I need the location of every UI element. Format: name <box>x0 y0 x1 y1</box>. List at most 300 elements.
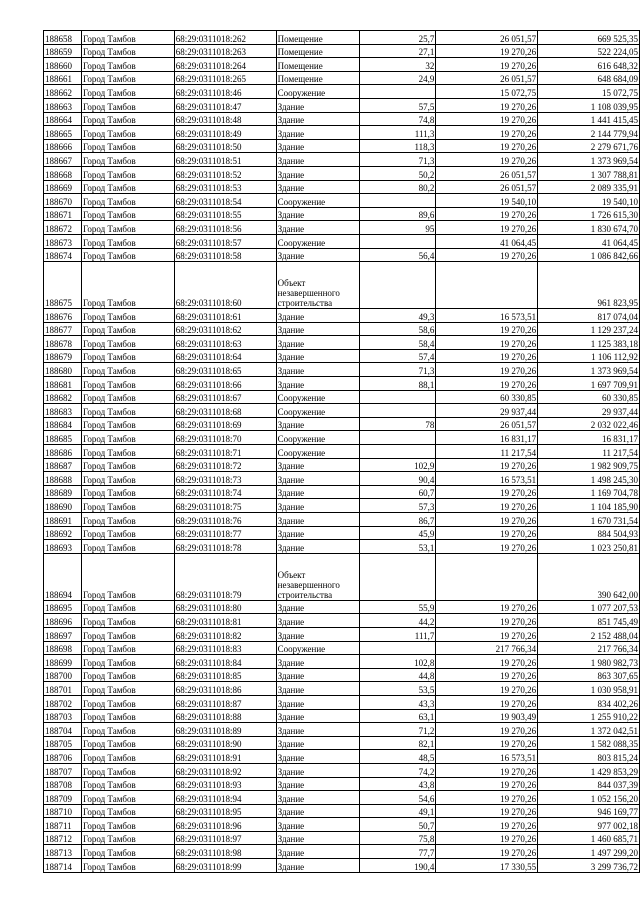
specific-value-cell: 19 270,26 <box>436 458 538 472</box>
specific-value-cell: 19 270,26 <box>436 831 538 845</box>
row-number-cell: 188673 <box>44 234 82 248</box>
table-row <box>44 485 640 499</box>
cadastral-number-cell: 68:29:0311018:262 <box>174 31 276 45</box>
municipality-cell: Город Тамбов <box>81 736 174 750</box>
table-row <box>44 709 640 723</box>
row-number-cell: 188665 <box>44 126 82 140</box>
specific-value-cell: 16 831,17 <box>436 431 538 445</box>
cadastral-value-cell: 1 670 731,54 <box>538 513 640 527</box>
object-type-cell: Здание <box>276 682 359 696</box>
row-number-cell: 188683 <box>44 404 82 418</box>
object-type-cell: Здание <box>276 777 359 791</box>
municipality-cell: Город Тамбов <box>81 390 174 404</box>
area-cell <box>359 390 436 404</box>
specific-value-cell: 19 270,26 <box>436 349 538 363</box>
row-number-cell: 188714 <box>44 859 82 873</box>
cadastral-number-cell: 68:29:0311018:79 <box>174 553 276 600</box>
area-cell: 88,1 <box>359 377 436 391</box>
object-type-cell: Здание <box>276 818 359 832</box>
row-number-cell: 188659 <box>44 44 82 58</box>
cadastral-value-cell: 15 072,75 <box>538 85 640 99</box>
cadastral-value-cell: 41 064,45 <box>538 234 640 248</box>
cadastral-number-cell: 68:29:0311018:92 <box>174 763 276 777</box>
municipality-cell: Город Тамбов <box>81 363 174 377</box>
table-row <box>44 750 640 764</box>
municipality-cell: Город Тамбов <box>81 404 174 418</box>
cadastral-value-cell: 1 980 982,73 <box>538 655 640 669</box>
cadastral-value-cell: 863 307,65 <box>538 668 640 682</box>
row-number-cell: 188694 <box>44 553 82 600</box>
area-cell: 49,3 <box>359 309 436 323</box>
table-row <box>44 85 640 99</box>
municipality-cell: Город Тамбов <box>81 791 174 805</box>
specific-value-cell: 19 270,26 <box>436 818 538 832</box>
cadastral-number-cell: 68:29:0311018:99 <box>174 859 276 873</box>
specific-value-cell: 19 270,26 <box>436 845 538 859</box>
specific-value-cell: 29 937,44 <box>436 404 538 418</box>
row-number-cell: 188660 <box>44 58 82 72</box>
row-number-cell: 188710 <box>44 804 82 818</box>
cadastral-value-cell: 1 125 383,18 <box>538 336 640 350</box>
specific-value-cell: 26 051,57 <box>436 180 538 194</box>
table-row <box>44 417 640 431</box>
row-number-cell: 188713 <box>44 845 82 859</box>
municipality-cell: Город Тамбов <box>81 153 174 167</box>
cadastral-value-cell: 1 982 909,75 <box>538 458 640 472</box>
municipality-cell: Город Тамбов <box>81 85 174 99</box>
area-cell: 77,7 <box>359 845 436 859</box>
row-number-cell: 188693 <box>44 540 82 554</box>
object-type-cell: Здание <box>276 139 359 153</box>
specific-value-cell: 19 270,26 <box>436 98 538 112</box>
row-number-cell: 188678 <box>44 336 82 350</box>
object-type-cell: Объект незавершенного строительства <box>276 262 359 309</box>
cadastral-number-cell: 68:29:0311018:67 <box>174 390 276 404</box>
cadastral-number-cell: 68:29:0311018:61 <box>174 309 276 323</box>
area-cell: 57,4 <box>359 349 436 363</box>
object-type-cell: Здание <box>276 804 359 818</box>
municipality-cell: Город Тамбов <box>81 682 174 696</box>
row-number-cell: 188704 <box>44 723 82 737</box>
table-row <box>44 526 640 540</box>
object-type-cell: Здание <box>276 763 359 777</box>
area-cell: 24,9 <box>359 71 436 85</box>
object-type-cell: Сооружение <box>276 404 359 418</box>
municipality-cell: Город Тамбов <box>81 98 174 112</box>
object-type-cell: Помещение <box>276 31 359 45</box>
object-type-cell: Здание <box>276 221 359 235</box>
object-type-cell: Здание <box>276 472 359 486</box>
cadastral-number-cell: 68:29:0311018:66 <box>174 377 276 391</box>
table-row <box>44 458 640 472</box>
row-number-cell: 188670 <box>44 194 82 208</box>
area-cell <box>359 431 436 445</box>
specific-value-cell: 19 903,49 <box>436 709 538 723</box>
cadastral-number-cell: 68:29:0311018:62 <box>174 322 276 336</box>
municipality-cell: Город Тамбов <box>81 723 174 737</box>
table-row <box>44 763 640 777</box>
specific-value-cell: 19 270,26 <box>436 221 538 235</box>
cadastral-number-cell: 68:29:0311018:82 <box>174 627 276 641</box>
table-row <box>44 695 640 709</box>
row-number-cell: 188712 <box>44 831 82 845</box>
municipality-cell: Город Тамбов <box>81 513 174 527</box>
row-number-cell: 188681 <box>44 377 82 391</box>
specific-value-cell: 19 270,26 <box>436 668 538 682</box>
cadastral-value-cell: 1 129 237,24 <box>538 322 640 336</box>
cadastral-value-cell: 2 279 671,76 <box>538 139 640 153</box>
object-type-cell: Здание <box>276 513 359 527</box>
municipality-cell: Город Тамбов <box>81 472 174 486</box>
specific-value-cell: 19 270,26 <box>436 804 538 818</box>
object-type-cell: Здание <box>276 600 359 614</box>
table-row <box>44 336 640 350</box>
table-row <box>44 831 640 845</box>
specific-value-cell: 19 270,26 <box>436 791 538 805</box>
cadastral-number-cell: 68:29:0311018:96 <box>174 818 276 832</box>
area-cell <box>359 404 436 418</box>
table-row <box>44 804 640 818</box>
table-row <box>44 262 640 309</box>
table-row <box>44 553 640 600</box>
object-type-cell: Сооружение <box>276 641 359 655</box>
cadastral-number-cell: 68:29:0311018:264 <box>174 58 276 72</box>
area-cell: 43,3 <box>359 695 436 709</box>
table-row <box>44 377 640 391</box>
cadastral-value-cell: 1 052 156,20 <box>538 791 640 805</box>
specific-value-cell: 19 270,26 <box>436 682 538 696</box>
row-number-cell: 188700 <box>44 668 82 682</box>
row-number-cell: 188671 <box>44 207 82 221</box>
cadastral-number-cell: 68:29:0311018:74 <box>174 485 276 499</box>
area-cell: 90,4 <box>359 472 436 486</box>
cadastral-value-cell: 60 330,85 <box>538 390 640 404</box>
cadastral-number-cell: 68:29:0311018:88 <box>174 709 276 723</box>
table-row <box>44 859 640 873</box>
row-number-cell: 188668 <box>44 166 82 180</box>
row-number-cell: 188685 <box>44 431 82 445</box>
cadastral-value-cell: 1 086 842,66 <box>538 248 640 262</box>
cadastral-value-cell: 1 441 415,45 <box>538 112 640 126</box>
municipality-cell: Город Тамбов <box>81 377 174 391</box>
object-type-cell: Здание <box>276 655 359 669</box>
object-type-cell: Здание <box>276 627 359 641</box>
row-number-cell: 188686 <box>44 445 82 459</box>
specific-value-cell: 19 270,26 <box>436 723 538 737</box>
object-type-cell: Здание <box>276 695 359 709</box>
municipality-cell: Город Тамбов <box>81 207 174 221</box>
table-row <box>44 58 640 72</box>
object-type-cell: Сооружение <box>276 431 359 445</box>
area-cell: 71,3 <box>359 153 436 167</box>
table-row <box>44 194 640 208</box>
cadastral-value-cell: 844 037,39 <box>538 777 640 791</box>
cadastral-value-cell: 1 497 299,20 <box>538 845 640 859</box>
cadastral-value-cell: 29 937,44 <box>538 404 640 418</box>
object-type-cell: Здание <box>276 499 359 513</box>
cadastral-number-cell: 68:29:0311018:65 <box>174 363 276 377</box>
specific-value-cell: 19 270,26 <box>436 736 538 750</box>
table-row <box>44 322 640 336</box>
area-cell: 89,6 <box>359 207 436 221</box>
cadastral-value-cell: 1 169 704,78 <box>538 485 640 499</box>
table-body <box>44 31 640 873</box>
table-row <box>44 112 640 126</box>
municipality-cell: Город Тамбов <box>81 499 174 513</box>
object-type-cell: Сооружение <box>276 445 359 459</box>
object-type-cell: Здание <box>276 207 359 221</box>
specific-value-cell: 41 064,45 <box>436 234 538 248</box>
cadastral-value-cell: 2 089 335,91 <box>538 180 640 194</box>
table-row <box>44 614 640 628</box>
cadastral-number-cell: 68:29:0311018:94 <box>174 791 276 805</box>
specific-value-cell: 19 270,26 <box>436 499 538 513</box>
cadastral-number-cell: 68:29:0311018:54 <box>174 194 276 208</box>
row-number-cell: 188684 <box>44 417 82 431</box>
municipality-cell: Город Тамбов <box>81 417 174 431</box>
area-cell: 54,6 <box>359 791 436 805</box>
area-cell: 71,2 <box>359 723 436 737</box>
cadastral-number-cell: 68:29:0311018:46 <box>174 85 276 99</box>
cadastral-value-cell: 1 023 250,81 <box>538 540 640 554</box>
table-row <box>44 234 640 248</box>
object-type-cell: Здание <box>276 736 359 750</box>
cadastral-number-cell: 68:29:0311018:49 <box>174 126 276 140</box>
specific-value-cell: 19 270,26 <box>436 139 538 153</box>
table-row <box>44 166 640 180</box>
specific-value-cell: 26 051,57 <box>436 31 538 45</box>
municipality-cell: Город Тамбов <box>81 126 174 140</box>
cadastral-value-cell: 2 032 022,46 <box>538 417 640 431</box>
table-row <box>44 431 640 445</box>
specific-value-cell: 26 051,57 <box>436 417 538 431</box>
cadastral-number-cell: 68:29:0311018:87 <box>174 695 276 709</box>
municipality-cell: Город Тамбов <box>81 234 174 248</box>
object-type-cell: Здание <box>276 126 359 140</box>
cadastral-value-cell: 2 144 779,94 <box>538 126 640 140</box>
object-type-cell: Здание <box>276 349 359 363</box>
object-type-cell: Здание <box>276 166 359 180</box>
row-number-cell: 188696 <box>44 614 82 628</box>
specific-value-cell: 60 330,85 <box>436 390 538 404</box>
cadastral-number-cell: 68:29:0311018:84 <box>174 655 276 669</box>
object-type-cell: Здание <box>276 363 359 377</box>
object-type-cell: Помещение <box>276 44 359 58</box>
cadastral-number-cell: 68:29:0311018:89 <box>174 723 276 737</box>
area-cell: 74,8 <box>359 112 436 126</box>
area-cell: 190,4 <box>359 859 436 873</box>
municipality-cell: Город Тамбов <box>81 445 174 459</box>
row-number-cell: 188662 <box>44 85 82 99</box>
municipality-cell: Город Тамбов <box>81 431 174 445</box>
municipality-cell: Город Тамбов <box>81 614 174 628</box>
object-type-cell: Здание <box>276 831 359 845</box>
area-cell: 32 <box>359 58 436 72</box>
municipality-cell: Город Тамбов <box>81 845 174 859</box>
row-number-cell: 188677 <box>44 322 82 336</box>
municipality-cell: Город Тамбов <box>81 31 174 45</box>
row-number-cell: 188707 <box>44 763 82 777</box>
row-number-cell: 188701 <box>44 682 82 696</box>
cadastral-number-cell: 68:29:0311018:78 <box>174 540 276 554</box>
cadastral-value-cell: 803 815,24 <box>538 750 640 764</box>
object-type-cell: Здание <box>276 859 359 873</box>
object-type-cell: Здание <box>276 377 359 391</box>
cadastral-value-cell: 1 106 112,92 <box>538 349 640 363</box>
object-type-cell: Здание <box>276 248 359 262</box>
cadastral-number-cell: 68:29:0311018:48 <box>174 112 276 126</box>
area-cell: 49,1 <box>359 804 436 818</box>
row-number-cell: 188705 <box>44 736 82 750</box>
area-cell: 27,1 <box>359 44 436 58</box>
cadastral-value-cell: 1 830 674,70 <box>538 221 640 235</box>
object-type-cell: Здание <box>276 791 359 805</box>
specific-value-cell: 19 270,26 <box>436 248 538 262</box>
row-number-cell: 188680 <box>44 363 82 377</box>
cadastral-number-cell: 68:29:0311018:47 <box>174 98 276 112</box>
row-number-cell: 188697 <box>44 627 82 641</box>
row-number-cell: 188658 <box>44 31 82 45</box>
row-number-cell: 188691 <box>44 513 82 527</box>
area-cell <box>359 234 436 248</box>
table-row <box>44 31 640 45</box>
specific-value-cell: 19 270,26 <box>436 627 538 641</box>
row-number-cell: 188675 <box>44 262 82 309</box>
specific-value-cell: 16 573,51 <box>436 309 538 323</box>
object-type-cell: Сооружение <box>276 234 359 248</box>
cadastral-number-cell: 68:29:0311018:86 <box>174 682 276 696</box>
municipality-cell: Город Тамбов <box>81 44 174 58</box>
cadastral-value-cell: 3 299 736,72 <box>538 859 640 873</box>
municipality-cell: Город Тамбов <box>81 58 174 72</box>
cadastral-value-cell: 1 460 685,71 <box>538 831 640 845</box>
municipality-cell: Город Тамбов <box>81 540 174 554</box>
specific-value-cell: 15 072,75 <box>436 85 538 99</box>
object-type-cell: Здание <box>276 485 359 499</box>
cadastral-value-cell: 1 307 788,81 <box>538 166 640 180</box>
cadastral-number-cell: 68:29:0311018:70 <box>174 431 276 445</box>
municipality-cell: Город Тамбов <box>81 668 174 682</box>
cadastral-number-cell: 68:29:0311018:72 <box>174 458 276 472</box>
area-cell: 57,3 <box>359 499 436 513</box>
row-number-cell: 188690 <box>44 499 82 513</box>
specific-value-cell: 19 270,26 <box>436 377 538 391</box>
cadastral-value-cell: 390 642,00 <box>538 553 640 600</box>
cadastral-value-cell: 19 540,10 <box>538 194 640 208</box>
specific-value-cell: 19 270,26 <box>436 526 538 540</box>
cadastral-number-cell: 68:29:0311018:69 <box>174 417 276 431</box>
table-row <box>44 445 640 459</box>
cadastral-number-cell: 68:29:0311018:64 <box>174 349 276 363</box>
table-row <box>44 44 640 58</box>
table-row <box>44 349 640 363</box>
specific-value-cell <box>436 553 538 600</box>
municipality-cell: Город Тамбов <box>81 248 174 262</box>
area-cell: 53,5 <box>359 682 436 696</box>
row-number-cell: 188703 <box>44 709 82 723</box>
municipality-cell: Город Тамбов <box>81 777 174 791</box>
cadastral-value-cell: 946 169,77 <box>538 804 640 818</box>
object-type-cell: Здание <box>276 526 359 540</box>
row-number-cell: 188699 <box>44 655 82 669</box>
table-row <box>44 600 640 614</box>
object-type-cell: Объект незавершенного строительства <box>276 553 359 600</box>
area-cell: 118,3 <box>359 139 436 153</box>
specific-value-cell: 26 051,57 <box>436 71 538 85</box>
specific-value-cell: 19 270,26 <box>436 322 538 336</box>
specific-value-cell: 217 766,34 <box>436 641 538 655</box>
row-number-cell: 188688 <box>44 472 82 486</box>
row-number-cell: 188689 <box>44 485 82 499</box>
table-row <box>44 499 640 513</box>
cadastral-number-cell: 68:29:0311018:52 <box>174 166 276 180</box>
area-cell: 57,5 <box>359 98 436 112</box>
row-number-cell: 188669 <box>44 180 82 194</box>
cadastral-number-cell: 68:29:0311018:263 <box>174 44 276 58</box>
cadastral-number-cell: 68:29:0311018:51 <box>174 153 276 167</box>
cadastral-number-cell: 68:29:0311018:81 <box>174 614 276 628</box>
cadastral-number-cell: 68:29:0311018:80 <box>174 600 276 614</box>
table-row <box>44 309 640 323</box>
row-number-cell: 188692 <box>44 526 82 540</box>
cadastral-number-cell: 68:29:0311018:53 <box>174 180 276 194</box>
table-row <box>44 513 640 527</box>
area-cell: 44,2 <box>359 614 436 628</box>
municipality-cell: Город Тамбов <box>81 526 174 540</box>
object-type-cell: Сооружение <box>276 194 359 208</box>
object-type-cell: Сооружение <box>276 390 359 404</box>
area-cell: 102,9 <box>359 458 436 472</box>
object-type-cell: Здание <box>276 750 359 764</box>
cadastral-value-cell: 1 108 039,95 <box>538 98 640 112</box>
cadastral-number-cell: 68:29:0311018:97 <box>174 831 276 845</box>
area-cell: 111,7 <box>359 627 436 641</box>
cadastral-value-cell: 884 504,93 <box>538 526 640 540</box>
row-number-cell: 188674 <box>44 248 82 262</box>
municipality-cell: Город Тамбов <box>81 709 174 723</box>
area-cell: 86,7 <box>359 513 436 527</box>
area-cell: 58,6 <box>359 322 436 336</box>
municipality-cell: Город Тамбов <box>81 553 174 600</box>
area-cell <box>359 85 436 99</box>
table-row <box>44 668 640 682</box>
table-row <box>44 641 640 655</box>
object-type-cell: Здание <box>276 540 359 554</box>
cadastral-number-cell: 68:29:0311018:58 <box>174 248 276 262</box>
area-cell: 102,8 <box>359 655 436 669</box>
cadastral-number-cell: 68:29:0311018:71 <box>174 445 276 459</box>
cadastral-value-cell: 522 224,05 <box>538 44 640 58</box>
area-cell: 45,9 <box>359 526 436 540</box>
cadastral-value-cell: 1 030 958,91 <box>538 682 640 696</box>
cadastral-value-cell: 1 582 088,35 <box>538 736 640 750</box>
specific-value-cell: 19 270,26 <box>436 58 538 72</box>
area-cell: 56,4 <box>359 248 436 262</box>
row-number-cell: 188672 <box>44 221 82 235</box>
table-row <box>44 404 640 418</box>
table-row <box>44 71 640 85</box>
municipality-cell: Город Тамбов <box>81 627 174 641</box>
object-type-cell: Здание <box>276 336 359 350</box>
table-row <box>44 248 640 262</box>
object-type-cell: Здание <box>276 153 359 167</box>
area-cell: 44,8 <box>359 668 436 682</box>
area-cell: 50,2 <box>359 166 436 180</box>
row-number-cell: 188698 <box>44 641 82 655</box>
table-row <box>44 655 640 669</box>
cadastral-value-cell: 1 077 207,53 <box>538 600 640 614</box>
object-type-cell: Здание <box>276 668 359 682</box>
